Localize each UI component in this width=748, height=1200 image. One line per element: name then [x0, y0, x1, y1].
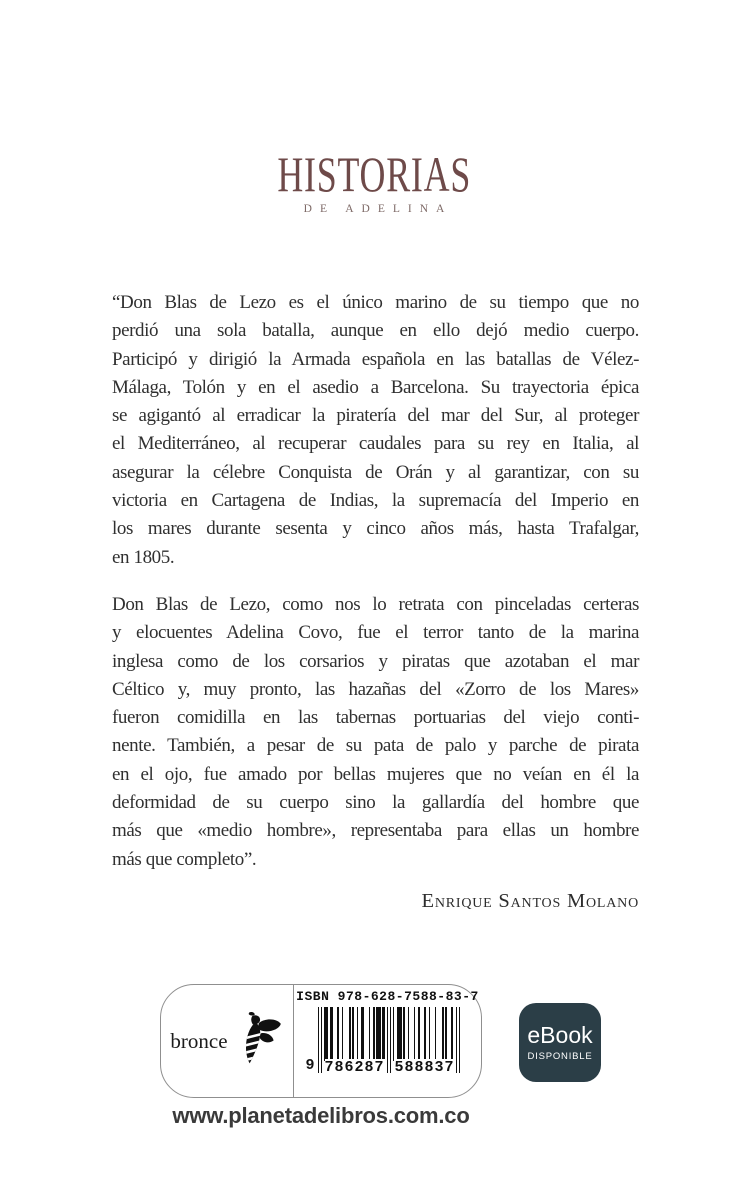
ebook-badge [519, 1003, 601, 1082]
synopsis-paragraph-2 [112, 591, 639, 874]
bee-icon [232, 1011, 284, 1069]
text-line: Céltico y, muy pronto, las hazañas del «Zorro de los Mares» [112, 678, 639, 700]
text-line: fueron comidilla en las tabernas portuarias del viejo conti- [112, 707, 639, 729]
text-line: asegurar la célebre Conquista de Orán y al garantizar, con su [112, 461, 639, 483]
barcode-digits-left: 786287 [324, 1059, 385, 1076]
text-line: Don Blas de Lezo, como nos lo retrata con pinceladas certeras [112, 593, 639, 615]
isbn-label: ISBN 978-628-7588-83-7 [296, 989, 479, 1004]
imprint-isbn-box [160, 984, 482, 1098]
isbn-barcode [305, 1007, 461, 1095]
isbn-cell [294, 985, 481, 1097]
text-line: Málaga, Tolón y en el asedio a Barcelona. Su trayectoria épica [112, 376, 639, 398]
text-line: nente. También, a pesar de su pata de palo y parche de pirata [112, 735, 639, 757]
text-line: los mares durante sesenta y cinco años más, hasta Trafalgar, [112, 518, 639, 540]
text-line: victoria en Cartagena de Indias, la supremacía del Imperio en [112, 490, 639, 512]
text-line: el Mediterráneo, al recuperar caudales para su rey en Italia, al [112, 433, 639, 455]
text-line: se agigantó al erradicar la piratería del mar del Sur, al proteger [112, 405, 639, 427]
text-line: perdió una sola batalla, aunque en ello dejó medio cuerpo. [112, 320, 639, 342]
publisher-logo-title: HISTORIAS [277, 146, 471, 202]
text-line: deformidad de su cuerpo sino la gallardía del hombre que [112, 792, 639, 814]
barcode-digit-first: 9 [305, 1057, 316, 1074]
ebook-badge-subtitle: DISPONIBLE [527, 1050, 593, 1062]
imprint-cell [161, 985, 294, 1097]
author-attribution: Enrique Santos Molano [421, 889, 639, 912]
text-line: más que «medio hombre», representaba para ellas un hombre [112, 820, 639, 842]
text-line: Participó y dirigió la Armada española en las batallas de Vélez- [112, 348, 639, 370]
text-line: en 1805. [112, 546, 175, 568]
publisher-logo-subtitle: DE ADELINA [303, 203, 453, 215]
synopsis [112, 289, 639, 915]
website-url[interactable]: www.planetadelibros.com.co [172, 1103, 470, 1128]
ebook-badge-title: eBook [527, 1022, 593, 1049]
text-line: y elocuentes Adelina Covo, fue el terror tanto de la marina [112, 622, 639, 644]
barcode-digits-right: 588837 [394, 1059, 455, 1076]
synopsis-paragraph-1 [112, 289, 639, 572]
text-line: “Don Blas de Lezo es el único marino de su tiempo que no [112, 292, 639, 313]
imprint-name: bronce [170, 1028, 228, 1053]
text-line: inglesa como de los corsarios y piratas que azotaban el mar [112, 650, 639, 672]
text-line: más que completo”. [112, 848, 257, 870]
publisher-logo [0, 146, 748, 215]
text-line: en el ojo, fue amado por bellas mujeres que no veían en él la [112, 763, 639, 785]
